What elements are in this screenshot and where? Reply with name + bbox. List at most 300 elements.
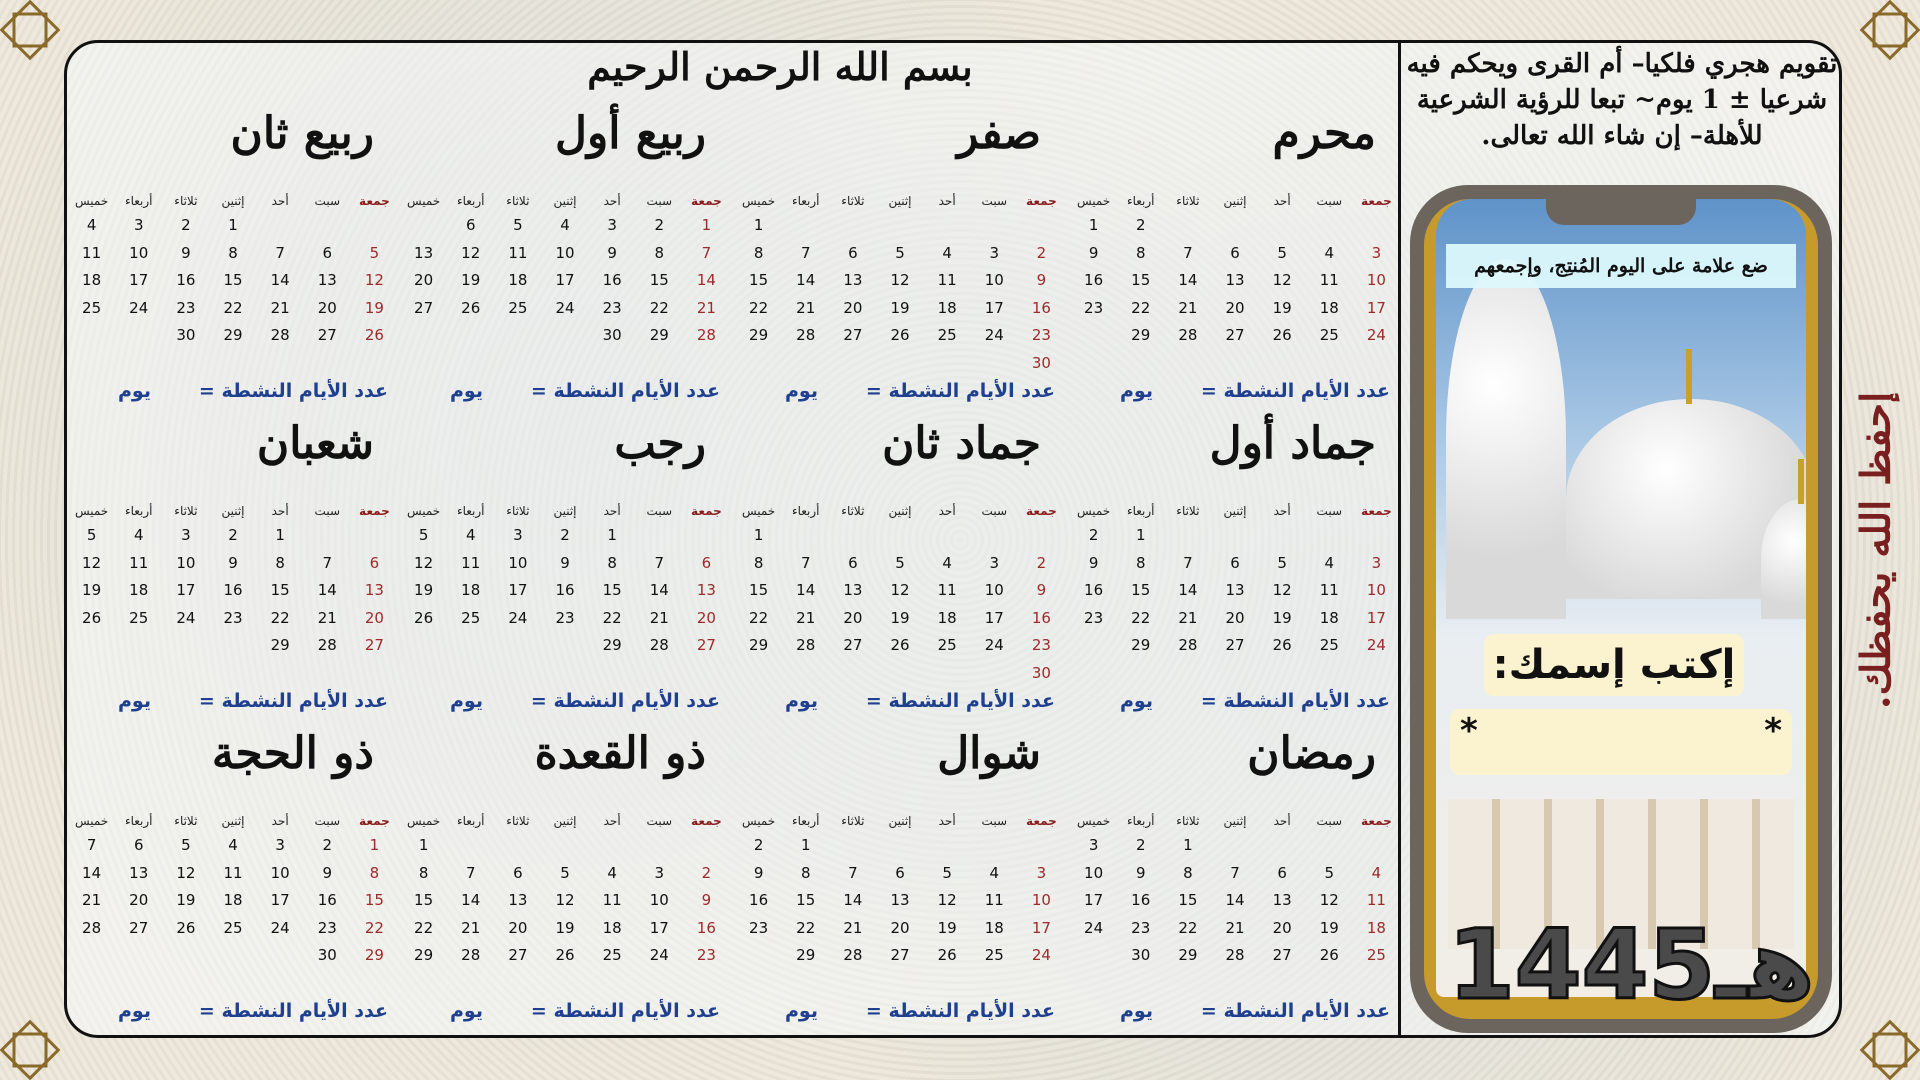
day-cell[interactable]: 2 [228,526,238,544]
day-cell[interactable]: 28 [796,326,816,344]
day-cell[interactable]: 10 [1366,581,1386,599]
day-cell[interactable]: 16 [602,271,622,289]
day-cell[interactable]: 28 [317,636,337,654]
day-cell[interactable]: 2 [1036,553,1047,572]
day-cell[interactable]: 25 [461,608,481,627]
day-cell[interactable]: 23 [1131,918,1151,937]
day-cell[interactable]: 15 [649,271,669,289]
day-cell[interactable]: 26 [890,636,910,654]
day-cell[interactable]: 3 [513,526,523,544]
day-cell[interactable]: 16 [1131,891,1151,909]
day-cell[interactable]: 30 [1131,946,1151,964]
day-cell[interactable]: 17 [984,608,1004,627]
day-cell[interactable]: 4 [1324,553,1335,572]
day-cell[interactable]: 6 [133,836,144,854]
day-cell[interactable]: 12 [1272,581,1292,599]
day-cell[interactable]: 8 [654,243,665,262]
day-cell[interactable]: 11 [82,243,102,262]
day-cell[interactable]: 15 [223,271,243,289]
day-cell[interactable]: 11 [461,553,481,572]
day-cell[interactable]: 24 [1366,326,1386,344]
day-cell[interactable]: 22 [1131,608,1151,627]
day-cell[interactable]: 14 [843,891,863,909]
day-cell[interactable]: 17 [1031,918,1051,937]
day-cell[interactable]: 9 [607,243,617,262]
day-cell[interactable]: 7 [848,863,858,882]
day-cell[interactable]: 9 [1088,553,1099,572]
day-cell[interactable]: 16 [1031,298,1051,317]
day-cell[interactable]: 22 [649,298,669,317]
day-cell[interactable]: 24 [270,918,290,937]
day-cell[interactable]: 19 [414,581,434,599]
day-cell[interactable]: 5 [895,243,905,262]
day-cell[interactable]: 6 [322,243,333,262]
day-cell[interactable]: 26 [937,946,957,964]
day-cell[interactable]: 22 [602,608,622,627]
day-cell[interactable]: 21 [796,298,816,317]
day-cell[interactable]: 11 [1319,271,1339,289]
day-cell[interactable]: 8 [607,553,617,572]
day-cell[interactable]: 20 [696,608,716,627]
day-cell[interactable]: 15 [749,581,769,599]
day-cell[interactable]: 30 [176,326,196,344]
day-cell[interactable]: 4 [1371,863,1382,882]
day-cell[interactable]: 26 [555,946,575,964]
day-cell[interactable]: 29 [602,636,622,654]
day-cell[interactable]: 25 [1319,636,1339,654]
day-cell[interactable]: 20 [1272,918,1292,937]
day-cell[interactable]: 2 [1135,216,1146,234]
day-cell[interactable]: 26 [414,608,434,627]
day-cell[interactable]: 14 [461,891,481,909]
day-cell[interactable]: 5 [942,863,952,882]
day-cell[interactable]: 14 [649,581,669,599]
day-cell[interactable]: 23 [602,298,622,317]
day-cell[interactable]: 8 [753,243,764,262]
day-cell[interactable]: 15 [796,891,816,909]
day-cell[interactable]: 6 [1230,243,1240,262]
day-cell[interactable]: 10 [1031,891,1051,909]
day-cell[interactable]: 12 [176,863,196,882]
day-cell[interactable]: 1 [418,836,429,854]
name-input-box[interactable] [1450,709,1792,775]
day-cell[interactable]: 22 [796,918,816,937]
day-cell[interactable]: 7 [701,243,712,262]
day-cell[interactable]: 10 [508,553,528,572]
day-cell[interactable]: 2 [753,836,764,854]
day-cell[interactable]: 9 [701,891,712,909]
day-cell[interactable]: 13 [1272,891,1292,909]
day-cell[interactable]: 17 [270,891,290,909]
day-cell[interactable]: 5 [560,863,570,882]
day-cell[interactable]: 16 [749,891,769,909]
day-cell[interactable]: 23 [696,946,716,964]
day-cell[interactable]: 23 [223,608,243,627]
day-cell[interactable]: 15 [1131,271,1151,289]
day-cell[interactable]: 3 [989,243,1000,262]
day-cell[interactable]: 3 [181,526,191,544]
day-cell[interactable]: 13 [843,581,863,599]
day-cell[interactable]: 10 [1366,271,1386,289]
day-cell[interactable]: 19 [890,298,910,317]
day-cell[interactable]: 27 [843,636,863,654]
day-cell[interactable]: 16 [176,271,196,289]
day-cell[interactable]: 4 [1324,243,1335,262]
day-cell[interactable]: 19 [461,271,481,289]
day-cell[interactable]: 9 [1088,243,1099,262]
day-cell[interactable]: 3 [989,553,1000,572]
day-cell[interactable]: 27 [508,946,528,964]
day-cell[interactable]: 25 [508,298,528,317]
day-cell[interactable]: 15 [602,581,622,599]
day-cell[interactable]: 1 [753,526,764,544]
day-cell[interactable]: 1 [701,216,712,234]
day-cell[interactable]: 12 [937,891,957,909]
day-cell[interactable]: 24 [508,608,528,627]
day-cell[interactable]: 22 [749,298,769,317]
day-cell[interactable]: 15 [414,891,434,909]
day-cell[interactable]: 17 [1366,608,1386,627]
day-cell[interactable]: 6 [465,216,476,234]
day-cell[interactable]: 11 [937,271,957,289]
day-cell[interactable]: 11 [602,891,622,909]
day-cell[interactable]: 27 [317,326,337,344]
day-cell[interactable]: 7 [322,553,333,572]
day-cell[interactable]: 13 [317,271,337,289]
day-cell[interactable]: 5 [513,216,523,234]
day-cell[interactable]: 2 [654,216,665,234]
day-cell[interactable]: 5 [181,836,191,854]
day-cell[interactable]: 8 [228,243,238,262]
day-cell[interactable]: 22 [414,918,434,937]
day-cell[interactable]: 28 [696,326,716,344]
day-cell[interactable]: 25 [223,918,243,937]
day-cell[interactable]: 23 [317,918,337,937]
day-cell[interactable]: 19 [555,918,575,937]
day-cell[interactable]: 6 [369,553,380,572]
day-cell[interactable]: 18 [129,581,149,599]
day-cell[interactable]: 12 [1319,891,1339,909]
day-cell[interactable]: 11 [129,553,149,572]
day-cell[interactable]: 7 [1183,243,1193,262]
day-cell[interactable]: 7 [654,553,665,572]
day-cell[interactable]: 20 [317,298,337,317]
day-cell[interactable]: 11 [984,891,1004,909]
day-cell[interactable]: 9 [181,243,191,262]
day-cell[interactable]: 24 [984,636,1004,654]
day-cell[interactable]: 4 [942,553,952,572]
day-cell[interactable]: 12 [1272,271,1292,289]
day-cell[interactable]: 18 [1366,918,1386,937]
day-cell[interactable]: 8 [800,863,811,882]
day-cell[interactable]: 29 [364,946,384,964]
day-cell[interactable]: 7 [465,863,476,882]
day-cell[interactable]: 23 [1084,608,1104,627]
day-cell[interactable]: 22 [364,918,384,937]
day-cell[interactable]: 24 [555,298,575,317]
day-cell[interactable]: 2 [1135,836,1146,854]
day-cell[interactable]: 21 [843,918,863,937]
day-cell[interactable]: 10 [1084,863,1104,882]
day-cell[interactable]: 6 [513,863,523,882]
day-cell[interactable]: 12 [555,891,575,909]
day-cell[interactable]: 10 [649,891,669,909]
day-cell[interactable]: 5 [418,526,429,544]
day-cell[interactable]: 23 [176,298,196,317]
day-cell[interactable]: 2 [1036,243,1047,262]
day-cell[interactable]: 27 [414,298,434,317]
day-cell[interactable]: 4 [607,863,617,882]
day-cell[interactable]: 13 [843,271,863,289]
day-cell[interactable]: 4 [133,526,144,544]
day-cell[interactable]: 13 [129,863,149,882]
day-cell[interactable]: 24 [1031,946,1051,964]
day-cell[interactable]: 14 [796,271,816,289]
day-cell[interactable]: 11 [1319,581,1339,599]
day-cell[interactable]: 21 [796,608,816,627]
day-cell[interactable]: 10 [555,243,575,262]
day-cell[interactable]: 29 [796,946,816,964]
day-cell[interactable]: 11 [223,863,243,882]
day-cell[interactable]: 22 [270,608,290,627]
day-cell[interactable]: 27 [1272,946,1292,964]
day-cell[interactable]: 7 [1230,863,1240,882]
day-cell[interactable]: 16 [555,581,575,599]
day-cell[interactable]: 27 [129,918,149,937]
day-cell[interactable]: 8 [753,553,764,572]
day-cell[interactable]: 28 [649,636,669,654]
day-cell[interactable]: 5 [895,553,905,572]
day-cell[interactable]: 9 [322,863,333,882]
day-cell[interactable]: 14 [1178,271,1198,289]
day-cell[interactable]: 7 [86,836,97,854]
day-cell[interactable]: 4 [942,243,952,262]
day-cell[interactable]: 28 [270,326,290,344]
day-cell[interactable]: 23 [1031,636,1051,654]
day-cell[interactable]: 8 [369,863,380,882]
day-cell[interactable]: 12 [364,271,384,289]
day-cell[interactable]: 3 [607,216,617,234]
day-cell[interactable]: 24 [1084,918,1104,937]
day-cell[interactable]: 16 [1084,581,1104,599]
day-cell[interactable]: 28 [843,946,863,964]
day-cell[interactable]: 16 [1031,608,1051,627]
day-cell[interactable]: 15 [364,891,384,909]
day-cell[interactable]: 18 [937,298,957,317]
day-cell[interactable]: 14 [317,581,337,599]
day-cell[interactable]: 23 [1031,326,1051,344]
day-cell[interactable]: 6 [1230,553,1240,572]
day-cell[interactable]: 24 [176,608,196,627]
day-cell[interactable]: 1 [228,216,238,234]
day-cell[interactable]: 27 [1225,636,1245,654]
day-cell[interactable]: 2 [181,216,191,234]
day-cell[interactable]: 20 [843,608,863,627]
day-cell[interactable]: 25 [1366,946,1386,964]
day-cell[interactable]: 14 [270,271,290,289]
day-cell[interactable]: 24 [649,946,669,964]
day-cell[interactable]: 2 [1088,526,1099,544]
day-cell[interactable]: 18 [223,891,243,909]
day-cell[interactable]: 18 [984,918,1004,937]
day-cell[interactable]: 7 [800,243,811,262]
day-cell[interactable]: 26 [1319,946,1339,964]
day-cell[interactable]: 15 [1178,891,1198,909]
day-cell[interactable]: 20 [1225,608,1245,627]
day-cell[interactable]: 6 [701,553,712,572]
day-cell[interactable]: 8 [275,553,285,572]
day-cell[interactable]: 6 [1277,863,1287,882]
day-cell[interactable]: 26 [176,918,196,937]
day-cell[interactable]: 22 [749,608,769,627]
day-cell[interactable]: 30 [317,946,337,964]
day-cell[interactable]: 21 [82,891,102,909]
day-cell[interactable]: 20 [364,608,384,627]
day-cell[interactable]: 2 [322,836,333,854]
day-cell[interactable]: 18 [461,581,481,599]
day-cell[interactable]: 25 [937,326,957,344]
day-cell[interactable]: 30 [1031,353,1051,372]
day-cell[interactable]: 9 [1135,863,1146,882]
day-cell[interactable]: 16 [696,918,716,937]
day-cell[interactable]: 9 [560,553,570,572]
day-cell[interactable]: 21 [461,918,481,937]
day-cell[interactable]: 13 [364,581,384,599]
day-cell[interactable]: 29 [270,636,290,654]
day-cell[interactable]: 18 [1319,608,1339,627]
day-cell[interactable]: 19 [364,298,384,317]
day-cell[interactable]: 1 [1183,836,1193,854]
day-cell[interactable]: 30 [1031,663,1051,682]
day-cell[interactable]: 17 [508,581,528,599]
day-cell[interactable]: 18 [1319,298,1339,317]
day-cell[interactable]: 29 [649,326,669,344]
day-cell[interactable]: 29 [223,326,243,344]
day-cell[interactable]: 27 [1225,326,1245,344]
day-cell[interactable]: 10 [129,243,149,262]
day-cell[interactable]: 29 [1131,326,1151,344]
day-cell[interactable]: 25 [1319,326,1339,344]
day-cell[interactable]: 13 [508,891,528,909]
day-cell[interactable]: 10 [176,553,196,572]
day-cell[interactable]: 21 [696,298,716,317]
day-cell[interactable]: 18 [82,271,102,289]
day-cell[interactable]: 5 [1277,243,1287,262]
day-cell[interactable]: 25 [602,946,622,964]
day-cell[interactable]: 25 [82,298,102,317]
day-cell[interactable]: 16 [317,891,337,909]
day-cell[interactable]: 21 [270,298,290,317]
day-cell[interactable]: 29 [1178,946,1198,964]
day-cell[interactable]: 29 [749,636,769,654]
day-cell[interactable]: 13 [414,243,434,262]
day-cell[interactable]: 9 [1036,271,1047,289]
day-cell[interactable]: 15 [270,581,290,599]
day-cell[interactable]: 1 [1135,526,1146,544]
day-cell[interactable]: 1 [275,526,285,544]
day-cell[interactable]: 19 [176,891,196,909]
day-cell[interactable]: 20 [129,891,149,909]
day-cell[interactable]: 3 [133,216,144,234]
day-cell[interactable]: 4 [86,216,97,234]
day-cell[interactable]: 16 [1084,271,1104,289]
day-cell[interactable]: 26 [461,298,481,317]
day-cell[interactable]: 19 [890,608,910,627]
day-cell[interactable]: 12 [414,553,434,572]
day-cell[interactable]: 14 [1225,891,1245,909]
day-cell[interactable]: 14 [1178,581,1198,599]
day-cell[interactable]: 27 [843,326,863,344]
day-cell[interactable]: 1 [1088,216,1099,234]
day-cell[interactable]: 20 [414,271,434,289]
day-cell[interactable]: 7 [1183,553,1193,572]
day-cell[interactable]: 2 [701,863,712,882]
day-cell[interactable]: 8 [1183,863,1193,882]
day-cell[interactable]: 4 [560,216,570,234]
day-cell[interactable]: 21 [317,608,337,627]
day-cell[interactable]: 8 [418,863,429,882]
day-cell[interactable]: 6 [895,863,905,882]
day-cell[interactable]: 8 [1135,553,1146,572]
day-cell[interactable]: 5 [369,243,380,262]
day-cell[interactable]: 22 [223,298,243,317]
day-cell[interactable]: 4 [465,526,476,544]
day-cell[interactable]: 7 [275,243,285,262]
day-cell[interactable]: 18 [508,271,528,289]
day-cell[interactable]: 1 [369,836,380,854]
day-cell[interactable]: 12 [461,243,481,262]
day-cell[interactable]: 21 [649,608,669,627]
day-cell[interactable]: 6 [848,553,858,572]
day-cell[interactable]: 12 [890,581,910,599]
day-cell[interactable]: 20 [508,918,528,937]
day-cell[interactable]: 3 [1371,553,1382,572]
day-cell[interactable]: 19 [1272,298,1292,317]
day-cell[interactable]: 26 [82,608,102,627]
day-cell[interactable]: 2 [560,526,570,544]
day-cell[interactable]: 13 [890,891,910,909]
day-cell[interactable]: 23 [555,608,575,627]
day-cell[interactable]: 24 [129,298,149,317]
day-cell[interactable]: 13 [1225,271,1245,289]
day-cell[interactable]: 17 [176,581,196,599]
day-cell[interactable]: 17 [649,918,669,937]
day-cell[interactable]: 7 [800,553,811,572]
day-cell[interactable]: 5 [1277,553,1287,572]
day-cell[interactable]: 28 [796,636,816,654]
day-cell[interactable]: 25 [984,946,1004,964]
day-cell[interactable]: 27 [696,636,716,654]
day-cell[interactable]: 26 [364,326,384,344]
day-cell[interactable]: 17 [1366,298,1386,317]
day-cell[interactable]: 3 [275,836,285,854]
day-cell[interactable]: 16 [223,581,243,599]
day-cell[interactable]: 25 [129,608,149,627]
day-cell[interactable]: 27 [890,946,910,964]
day-cell[interactable]: 17 [555,271,575,289]
day-cell[interactable]: 26 [1272,636,1292,654]
day-cell[interactable]: 10 [984,581,1004,599]
day-cell[interactable]: 4 [228,836,238,854]
day-cell[interactable]: 3 [1036,863,1047,882]
day-cell[interactable]: 12 [890,271,910,289]
day-cell[interactable]: 19 [82,581,102,599]
day-cell[interactable]: 21 [1178,608,1198,627]
day-cell[interactable]: 5 [86,526,97,544]
day-cell[interactable]: 20 [890,918,910,937]
day-cell[interactable]: 24 [1366,636,1386,654]
day-cell[interactable]: 1 [800,836,811,854]
